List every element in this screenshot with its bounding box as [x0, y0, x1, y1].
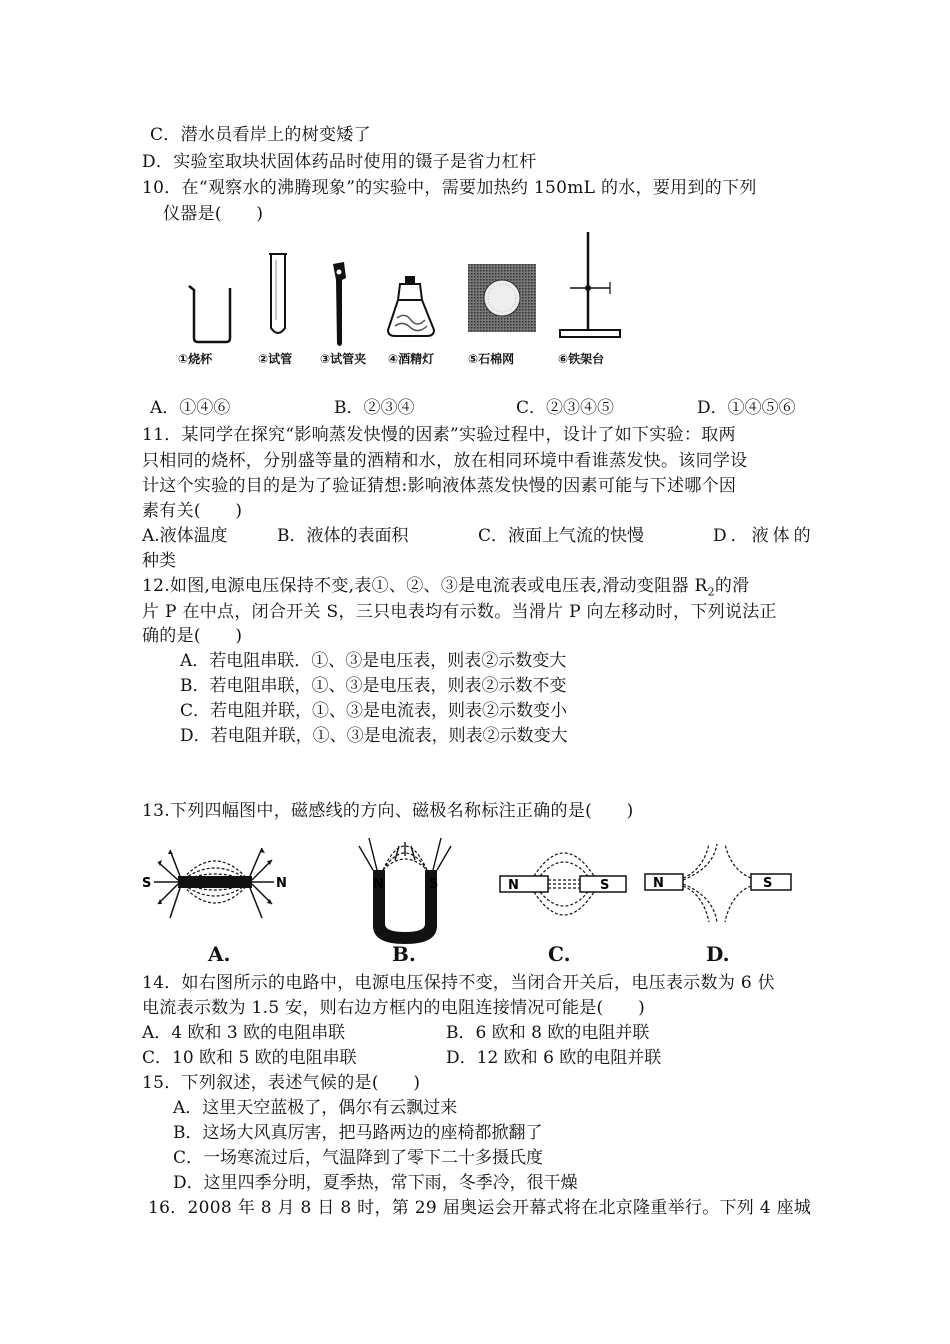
q9-option-d: D．实验室取块状固体药品时使用的镊子是省力杠杆 — [142, 152, 537, 172]
apparatus-label-lamp: ④酒精灯 — [388, 352, 435, 366]
q11-option-d-cont: 种类 — [142, 551, 176, 571]
q15-stem: 15．下列叙述，表述气候的是( ) — [142, 1073, 421, 1093]
q14-option-b: B．6 欧和 8 欧的电阻并联 — [446, 1023, 650, 1043]
q12-option-b: B．若电阻串联，①、③是电压表，则表②示数不变 — [180, 676, 567, 696]
q14-option-a: A．4 欧和 3 欧的电阻串联 — [142, 1023, 346, 1043]
q10-stem-line2: 仪器是( ) — [163, 204, 264, 224]
asbestos-gauze-icon — [468, 264, 536, 332]
apparatus-label-beaker: ①烧杯 — [178, 352, 213, 366]
q15-option-b: B．这场大风真厉害，把马路两边的座椅都掀翻了 — [173, 1123, 543, 1143]
q11-option-b: B．液体的表面积 — [277, 526, 409, 546]
fig-b-label: B. — [392, 942, 416, 966]
fig-d-pole-s: S — [763, 876, 773, 891]
q14-stem-line2: 电流表示数为 1.5 安，则右边方框内的电阻连接情况可能是( ) — [142, 998, 646, 1018]
apparatus-label-gauze: ⑤石棉网 — [468, 352, 515, 366]
magnet-figure-d — [643, 830, 793, 940]
q12-stem-line3: 确的是( ) — [142, 626, 243, 646]
q12-stem-line2: 片 P 在中点，闭合开关 S，三只电表均有示数。当滑片 P 向左移动时，下列说法正 — [142, 602, 777, 622]
q12-stem-line1 — [142, 575, 749, 603]
q11-stem-line2: 只相同的烧杯，分别盛等量的酒精和水，放在相同环境中看谁蒸发快。该同学设 — [142, 451, 748, 471]
q10-option-b: B．②③④ — [334, 398, 415, 418]
q12-r2-subscript: 2 — [707, 585, 715, 599]
q11-option-c: C．液面上气流的快慢 — [478, 526, 645, 546]
q15-option-c: C．一场寒流过后，气温降到了零下二十多摄氏度 — [173, 1148, 544, 1168]
q10-option-d: D．①④⑤⑥ — [697, 398, 796, 418]
q11-stem-line1: 11．某同学在探究“影响蒸发快慢的因素”实验过程中，设计了如下实验：取两 — [142, 425, 736, 445]
fig-a-label: A. — [208, 942, 231, 966]
magnet-figure-a — [140, 830, 290, 940]
q14-option-d: D．12 欧和 6 欧的电阻并联 — [446, 1048, 662, 1068]
q12-option-d: D．若电阻并联，①、③是电流表，则表②示数变大 — [180, 726, 568, 746]
q11-stem-line4: 素有关( ) — [142, 501, 243, 521]
fig-a-pole-s: S — [142, 876, 152, 891]
q11-option-a: A.液体温度 — [142, 526, 228, 546]
q10-stem-line1: 10．在“观察水的沸腾现象”的实验中，需要加热约 150mL 的水，要用到的下列 — [142, 178, 757, 198]
test-tube-holder-icon — [328, 258, 352, 350]
apparatus-label-holder: ③试管夹 — [320, 352, 367, 366]
fig-c-pole-n: N — [508, 878, 519, 893]
q14-stem-line1: 14．如右图所示的电路中，电源电压保持不变，当闭合开关后，电压表示数为 6 伏 — [142, 973, 775, 993]
q15-option-a: A．这里天空蓝极了，偶尔有云飘过来 — [173, 1098, 458, 1118]
fig-c-pole-s: S — [600, 878, 610, 893]
q10-option-c: C．②③④⑤ — [516, 398, 615, 418]
q13-stem: 13.下列四幅图中，磁感线的方向、磁极名称标注正确的是( ) — [142, 801, 634, 821]
fig-b-pole-n: N — [373, 877, 384, 892]
q11-stem-line3: 计这个实验的目的是为了验证猜想:影响液体蒸发快慢的因素可能与下述哪个因 — [142, 476, 737, 496]
q11-option-d: D．液体的 — [713, 526, 815, 546]
q12-option-a: A．若电阻串联．①、③是电压表，则表②示数变大 — [180, 651, 567, 671]
test-tube-icon — [267, 250, 289, 340]
q9-option-c: C．潜水员看岸上的树变矮了 — [150, 125, 371, 145]
q12-stem-line1-a: 12.如图,电源电压保持不变,表①、②、③是电流表或电压表,滑动变阻器 R — [142, 576, 708, 596]
q16-stem-line1: 16．2008 年 8 月 8 日 8 时，第 29 届奥运会开幕式将在北京隆重举行。下列 4 座城 — [148, 1198, 812, 1218]
alcohol-lamp-icon — [385, 274, 437, 346]
fig-d-label: D. — [706, 942, 730, 966]
q10-option-a: A．①④⑥ — [150, 398, 231, 418]
q15-option-d: D．这里四季分明，夏季热，常下雨，冬季冷，很干燥 — [173, 1173, 578, 1193]
q14-option-c: C．10 欧和 5 欧的电阻串联 — [142, 1048, 357, 1068]
magnet-figure-c — [498, 830, 628, 940]
apparatus-figure — [172, 228, 652, 376]
apparatus-label-test-tube: ②试管 — [258, 352, 293, 366]
q12-option-c: C．若电阻并联，①、③是电流表，则表②示数变小 — [180, 701, 568, 721]
fig-d-pole-n: N — [653, 876, 664, 891]
fig-a-pole-n: N — [276, 876, 287, 891]
fig-b-pole-s: S — [429, 877, 439, 892]
iron-stand-icon — [558, 230, 636, 340]
fig-c-label: C. — [548, 942, 571, 966]
apparatus-label-stand: ⑥铁架台 — [558, 352, 605, 366]
beaker-icon — [186, 284, 236, 344]
q12-stem-line1-b: 的滑 — [714, 576, 750, 596]
magnet-figure-b — [355, 826, 455, 946]
